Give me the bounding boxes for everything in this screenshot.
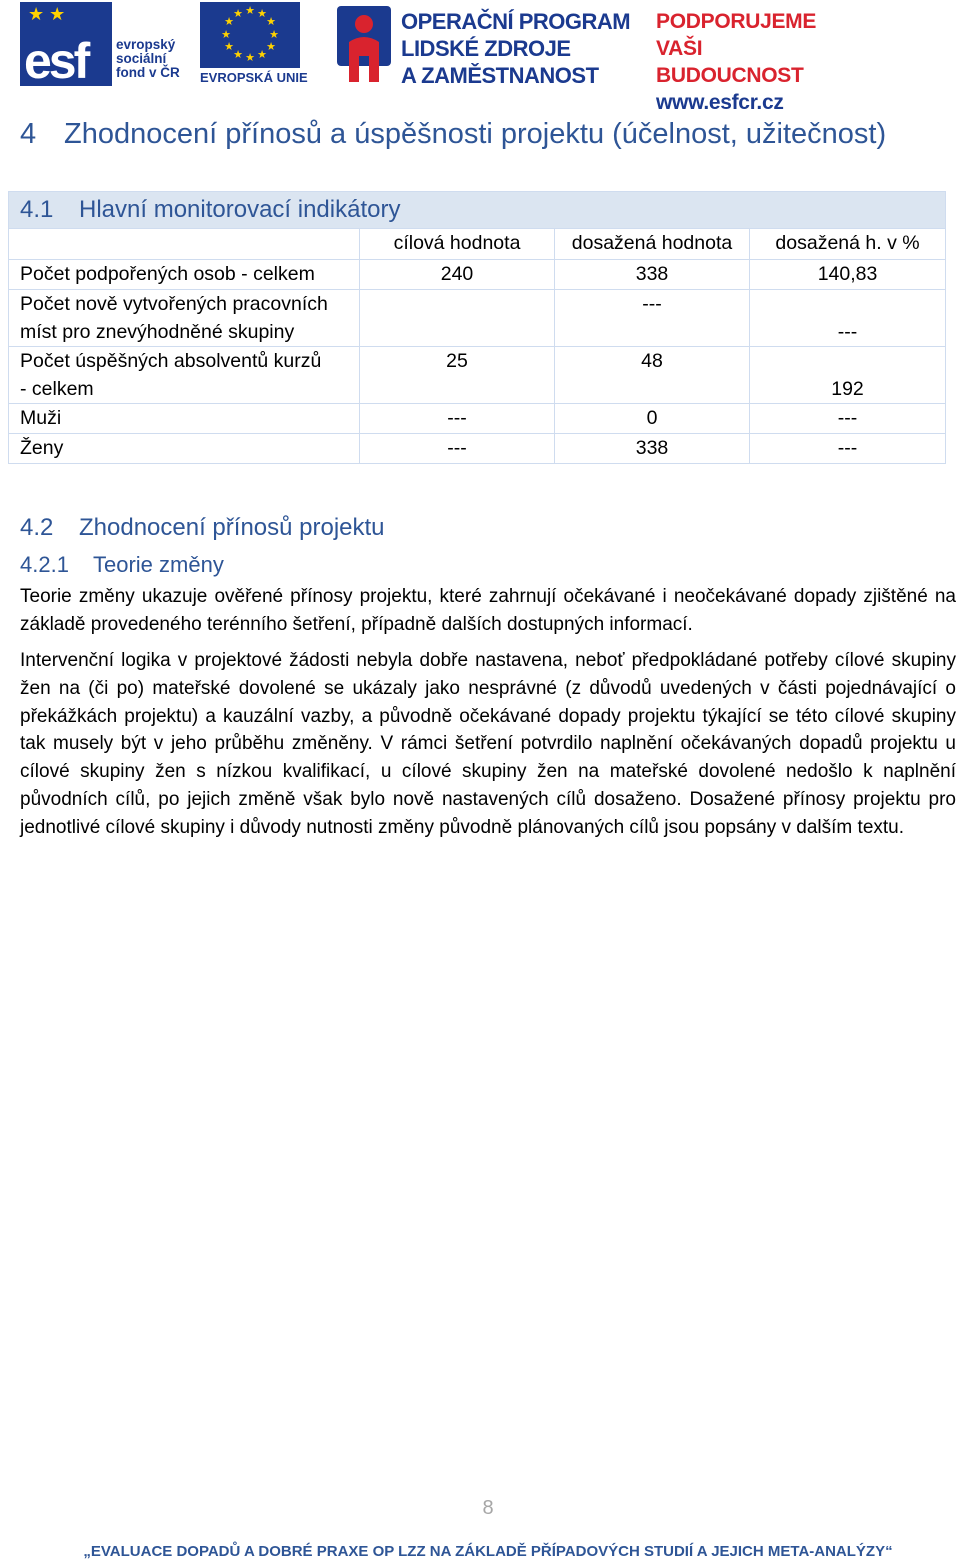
percent-value: 140,83	[750, 260, 946, 290]
esf-line: sociální	[116, 51, 167, 66]
row-label-line: Počet úspěšných absolventů kurzů	[20, 350, 322, 372]
row-label-line: míst pro znevýhodněné skupiny	[20, 321, 295, 343]
table-row	[9, 404, 946, 434]
op-lzz-logo	[333, 0, 853, 114]
table-row	[9, 434, 946, 464]
esf-line: evropský	[116, 37, 176, 52]
op-line: A ZAMĚSTNANOST	[401, 63, 599, 88]
svg-text:★: ★	[245, 4, 255, 17]
slogan-line: PODPORUJEME	[656, 10, 817, 33]
subsection-number: 4.2	[20, 514, 54, 541]
target-value: ---	[360, 434, 555, 464]
section-title: Zhodnocení přínosů a úspěšnosti projektu (účelnost, užitečnost)	[64, 118, 887, 150]
achieved-value: 0	[555, 404, 750, 434]
percent-value: ---	[750, 434, 946, 464]
eu-flag-icon	[200, 2, 300, 68]
op-line: LIDSKÉ ZDROJE	[401, 36, 571, 61]
svg-text:★: ★	[224, 15, 234, 28]
row-label-line: Počet nově vytvořených pracovních	[20, 293, 328, 315]
header-logos	[20, 0, 855, 114]
row-label	[9, 347, 360, 404]
column-header: cílová hodnota	[360, 229, 555, 260]
eu-label: EVROPSKÁ UNIE	[200, 70, 308, 85]
paragraph: Teorie změny ukazuje ověřené přínosy projektu, které zahrnují očekávané i neočekávané dopady zjištěné na základě provedeného terénního šetření, případně dalších dostupných informací.	[20, 586, 956, 635]
table-row	[9, 290, 946, 347]
svg-text:★: ★	[266, 40, 276, 53]
row-label-line: - celkem	[20, 378, 94, 400]
row-label	[9, 290, 360, 347]
paragraph: Intervenční logika v projektové žádosti nebyla dobře nastavena, neboť předpokládané potřeby cílové skupiny žen na (či po) mateřské dovolené se ukázaly jako nesprávné (z důvodů uvedených v části pojednávající o překážkách projektu) a kauzální vazby, a původně očekávané dopady projektu týkající se této cílové skupiny tak musely být v jeho průběhu změněny. V rámci šetření potvrdilo naplnění očekávaných dopadů projektu u cílové skupiny žen s nízkou kvalifikací, u cílové skupiny žen na mateřské dovolené nedošlo k naplnění původních cílů, po jejich změně však bylo nově nastavených cílů dosaženo. Dosažené přínosy projektu pro jednotlivé cílové skupiny i důvody nutnosti změny původně plánovaných cílů jsou popsány v dalším textu.	[20, 650, 956, 838]
caption-number: 4.1	[20, 196, 54, 223]
column-header: dosažená h. v %	[750, 229, 946, 260]
table-caption	[9, 192, 946, 229]
esf-line: fond v ČR	[116, 65, 180, 80]
svg-text:★: ★	[224, 40, 234, 53]
table-row	[9, 347, 946, 404]
column-header: dosažená hodnota	[555, 229, 750, 260]
esf-letters: esf	[24, 33, 88, 89]
subsubsection-number: 4.2.1	[20, 552, 69, 577]
website-url: www.esfcr.cz	[656, 91, 784, 114]
op-program-text	[401, 8, 630, 89]
footer-title: „EVALUACE DOPADŮ A DOBRÉ PRAXE OP LZZ NA ZÁKLADĚ PŘÍPADOVÝCH STUDIÍ A JEJICH META-ANALÝZY“	[83, 1543, 893, 1560]
percent-value: ---	[750, 290, 946, 347]
esf-logo	[20, 2, 190, 89]
esf-star-icon: ★ ★	[28, 4, 66, 24]
achieved-value: 338	[555, 434, 750, 464]
table-row	[9, 260, 946, 290]
row-label: Počet podpořených osob - celkem	[9, 260, 360, 290]
svg-text:★: ★	[257, 7, 267, 20]
section-number: 4	[20, 118, 37, 150]
target-value	[360, 290, 555, 347]
percent-value: 192	[750, 347, 946, 404]
eu-logo	[200, 2, 308, 86]
subsection-heading	[20, 514, 385, 542]
slogan-line: VAŠI BUDOUCNOST	[656, 37, 804, 87]
achieved-value: 48	[555, 347, 750, 404]
subsubsection-heading	[20, 552, 224, 578]
table-header-row	[9, 229, 946, 260]
section-heading	[20, 118, 886, 151]
support-slogan	[656, 8, 853, 116]
row-label: Ženy	[9, 434, 360, 464]
esf-logo-block	[20, 2, 112, 89]
page-number: 8	[482, 1497, 494, 1519]
svg-text:★: ★	[266, 15, 276, 28]
column-header	[9, 229, 360, 260]
svg-text:★: ★	[233, 7, 243, 20]
op-line: OPERAČNÍ PROGRAM	[401, 9, 631, 34]
table-caption-row	[9, 192, 946, 229]
target-value: ---	[360, 404, 555, 434]
achieved-value: ---	[555, 290, 750, 347]
svg-text:★: ★	[233, 48, 243, 61]
target-value: 240	[360, 260, 555, 290]
svg-text:★: ★	[257, 48, 267, 61]
svg-text:★: ★	[245, 51, 255, 64]
esf-logo-text	[116, 38, 180, 80]
percent-value: ---	[750, 404, 946, 434]
svg-text:★: ★	[221, 28, 231, 41]
indicators-table	[8, 191, 945, 464]
row-label: Muži	[9, 404, 360, 434]
subsubsection-title: Teorie změny	[93, 552, 224, 577]
target-value: 25	[360, 347, 555, 404]
achieved-value: 338	[555, 260, 750, 290]
svg-text:★: ★	[269, 28, 279, 41]
caption-title: Hlavní monitorovací indikátory	[79, 196, 401, 223]
subsection-title: Zhodnocení přínosů projektu	[79, 514, 385, 541]
puzzle-person-icon	[333, 2, 395, 86]
